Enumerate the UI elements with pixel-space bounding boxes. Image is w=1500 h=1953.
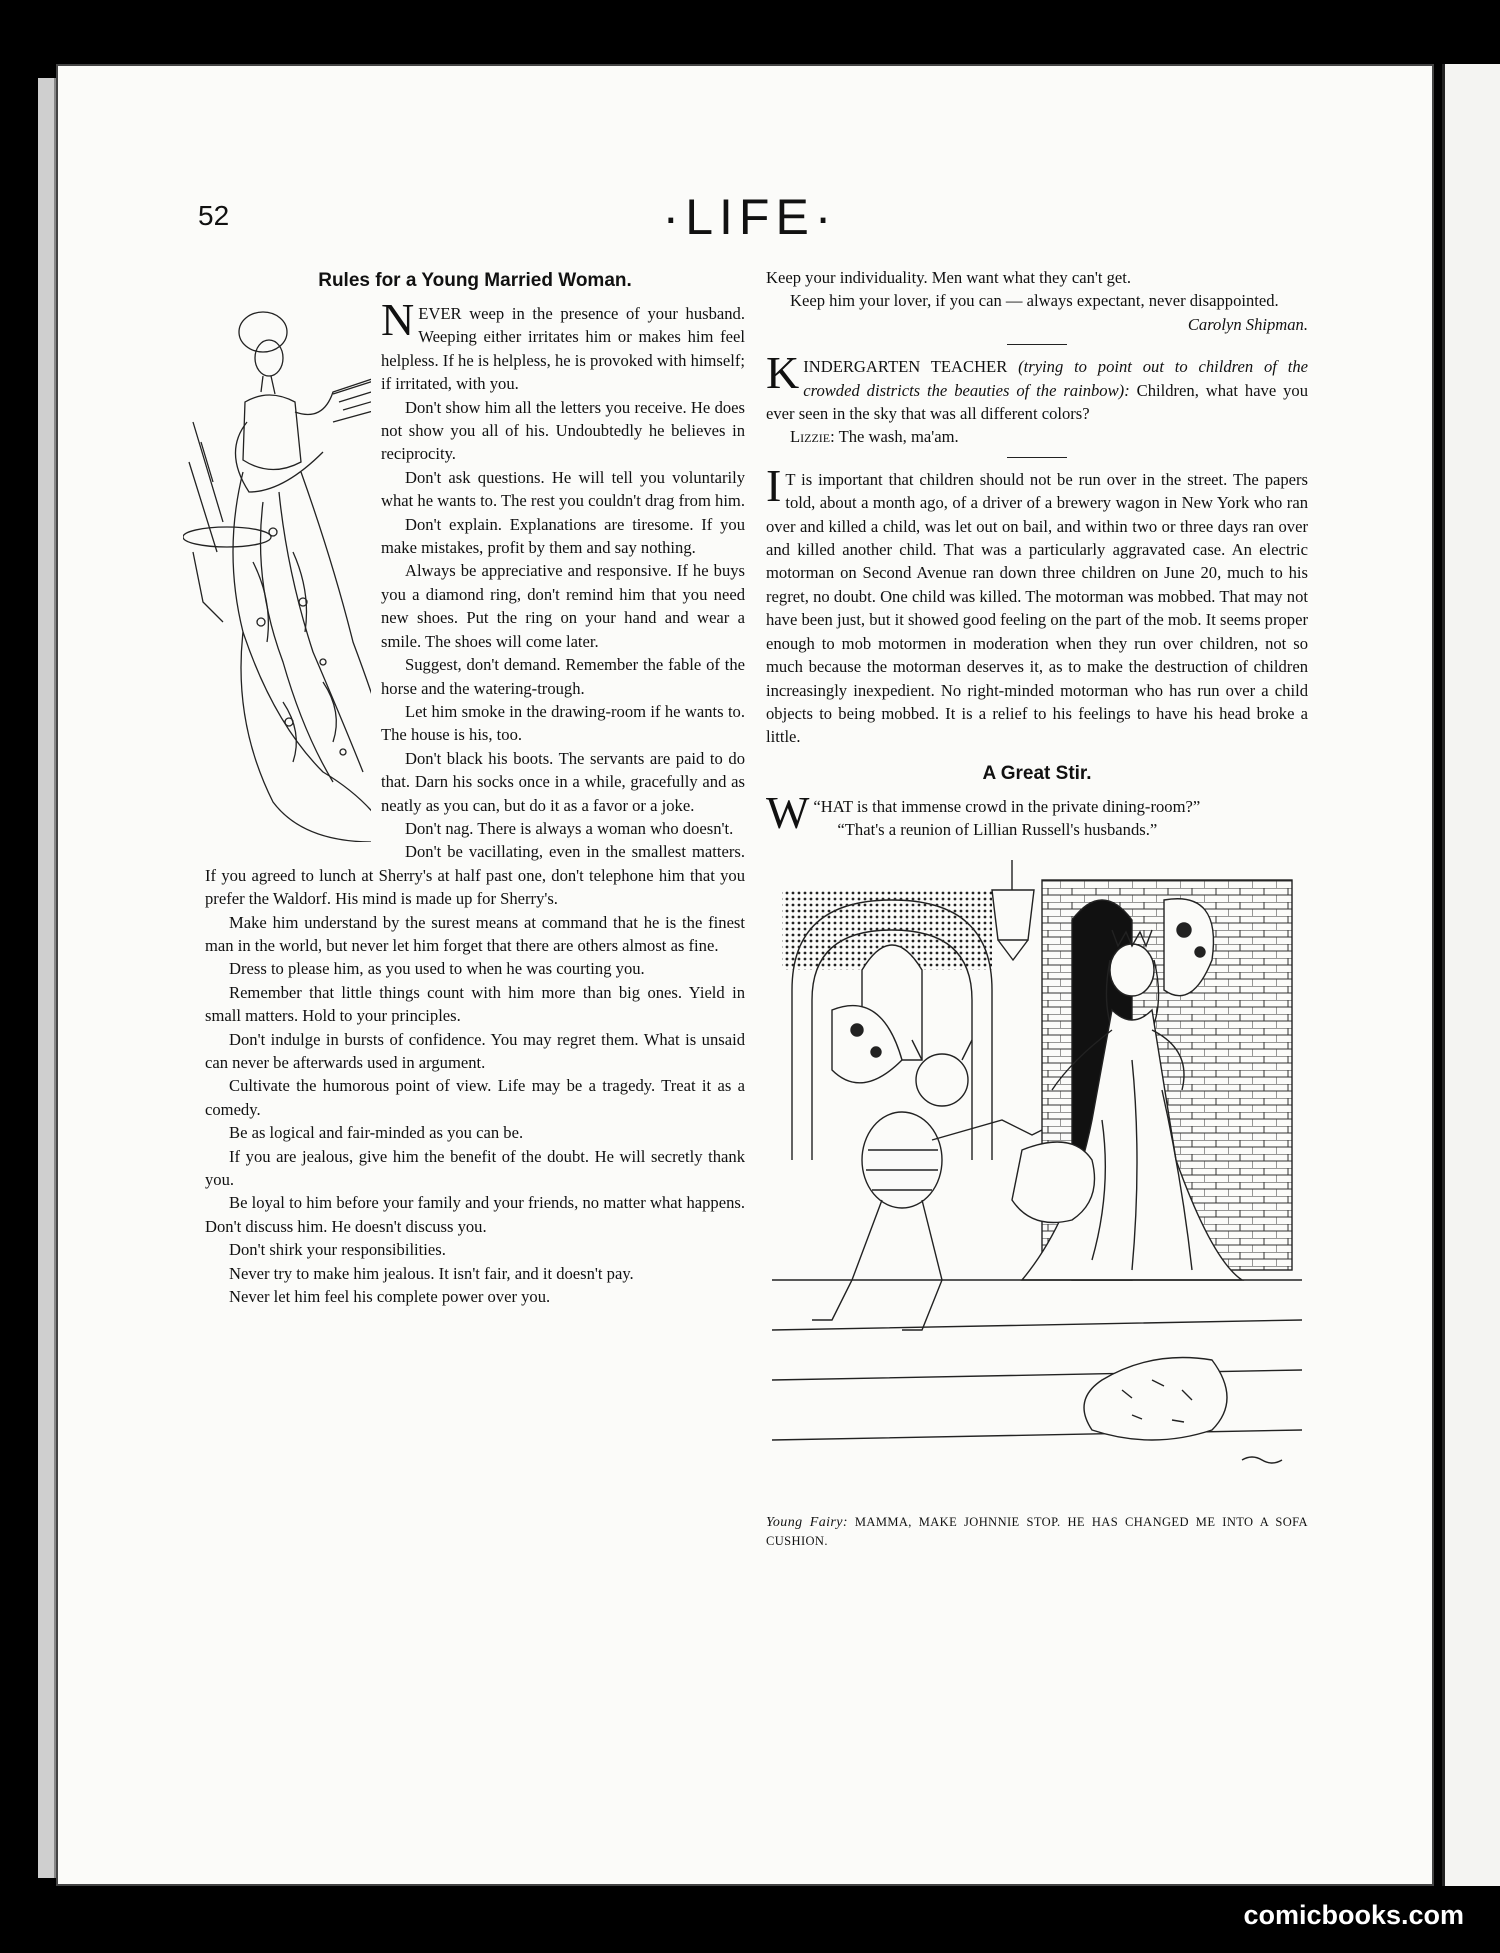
rule-paragraph: Dress to please him, as you used to when he was courting you.	[229, 959, 645, 979]
kindergarten-joke: KINDERGARTEN TEACHER (trying to point out to children of the crowded districts the beauties of the rainbow): Children, what have you ever seen in the sky that was all different colors?	[766, 347, 1309, 424]
right-column	[766, 266, 1308, 1550]
dropcap-letter: K	[766, 347, 800, 399]
rule-paragraph: Don't nag. There is always a woman who doesn't.	[405, 818, 734, 838]
kindergarten-reply: Lizzie: The wash, ma'am.	[790, 427, 959, 447]
rule-paragraph: Suggest, don't demand. Remember the fable of the horse and the watering-trough.	[381, 655, 745, 698]
rule-paragraph: If you are jealous, give him the benefit of the doubt. He will secretly thank you.	[205, 1146, 745, 1190]
stir-question: “ W HAT is that immense crowd in the private dining-room?”	[766, 786, 1201, 838]
rule-paragraph: Don't black his boots. The servants are paid to do that. Darn his socks once in a while, gracefully and as neatly as you can, but do it as a favor or a joke.	[381, 748, 745, 815]
rule-paragraph: Be loyal to him before your family and your friends, no matter what happens. Don't discuss him. He doesn't discuss you.	[205, 1193, 745, 1236]
rule-paragraph: Don't ask questions. He will tell you voluntarily what he wants to. The rest you couldn't drag from him.	[381, 467, 745, 511]
woman-illustration	[183, 302, 371, 842]
rule-paragraph: Cultivate the humorous point of view. Life may be a tragedy. Treat it as a comedy.	[205, 1076, 745, 1119]
rule-paragraph: Be as logical and fair-minded as you can be.	[229, 1123, 524, 1143]
editorial-paragraph: I T is important that children should not be run over in the street. The papers told, about a month ago, of a driver of a brewery wagon in New York who ran over and killed a child, was let out on bail, and within two or three days ran over and killed another child. That was a particularly aggravated case. An electric motorman on Second Avenue ran down three children on June 20, much to his regret, no doubt. One child was killed. The motorman was mobbed. That may not have been just, but it showed good feeling on the part of the mob. It seems proper enough to mob motormen in moderation when they run over children, not so much because the motorman deserves it, as to make the destruction of children increasingly inexpedient. No right-minded motorman who has run over a child objects to being mobbed. It is a relief to his feelings to have his head broke a little.	[766, 459, 1308, 747]
cartoon-caption: Young Fairy: MAMMA, MAKE JOHNNIE STOP. HE HAS CHANGED ME INTO A SOFA CUSHION.	[766, 1514, 1308, 1548]
dropcap-letter: W	[766, 786, 810, 838]
dropcap-letter: I	[766, 459, 782, 511]
masthead-title: ·LIFE·	[662, 189, 838, 245]
dropcap-letter: N	[381, 294, 415, 345]
rule-paragraph: Remember that little things count with him more than big ones. Yield in small matters. Hold to your principles.	[205, 982, 745, 1026]
article-headline: Rules for a Young Married Woman.	[318, 270, 632, 291]
rule-paragraph: NEVER weep in the presence of your husband. Weeping either irritates him or makes him feel helpless. If he is helpless, he is provoked with himself; if irritated, with you.	[381, 294, 745, 394]
stir-answer: “That's a reunion of Lillian Russell's husbands.”	[837, 820, 1158, 840]
left-column	[205, 266, 745, 1308]
rule-paragraph: Always be appreciative and responsive. If he buys you a diamond ring, don't remind him that you need new shoes. Put the ring on your hand and wear a smile. The shoes will come later.	[381, 561, 745, 651]
rule-paragraph: Don't show him all the letters you receive. He does not show you all of his. Undoubtedly he believes in reciprocity.	[381, 397, 745, 464]
rule-paragraph: Don't explain. Explanations are tiresome. If you make mistakes, profit by them and say nothing.	[381, 514, 745, 558]
rule-paragraph: Don't indulge in bursts of confidence. You may regret them. What is unsaid can never be afterwards used in argument.	[205, 1029, 745, 1072]
rule-paragraph: Make him understand by the surest means at command that he is the finest man in the world, but never let him forget that there are others almost as fine.	[205, 912, 745, 955]
rule-paragraph: Let him smoke in the drawing-room if he wants to. The house is his, too.	[381, 701, 745, 745]
continuation-paragraph: Keep your individuality. Men want what they can't get.	[766, 268, 1132, 287]
section-divider	[1007, 457, 1067, 458]
site-watermark: comicbooks.com	[1243, 1900, 1464, 1930]
continuation-paragraph: Keep him your lover, if you can — always expectant, never disappointed.	[790, 291, 1279, 311]
rule-paragraph: Don't be vacillating, even in the smallest matters. If you agreed to lunch at Sherry's at half past one, don't telephone him that you prefer the Waldorf. His mind is made up for Sherry's.	[205, 842, 745, 909]
page-number: 52	[198, 200, 230, 231]
rule-paragraph: Never try to make him jealous. It isn't fair, and it doesn't pay.	[229, 1263, 634, 1283]
adjacent-page-edge	[1442, 64, 1500, 1886]
rule-paragraph: Never let him feel his complete power over you.	[229, 1287, 551, 1307]
section-divider	[1007, 344, 1067, 345]
stir-headline: A Great Stir.	[982, 762, 1092, 784]
author-signature: Carolyn Shipman.	[1187, 314, 1308, 334]
rule-paragraph: Don't shirk your responsibilities.	[229, 1240, 446, 1260]
fairy-cartoon-illustration	[772, 860, 1302, 1505]
page-edge-left	[38, 78, 56, 1878]
